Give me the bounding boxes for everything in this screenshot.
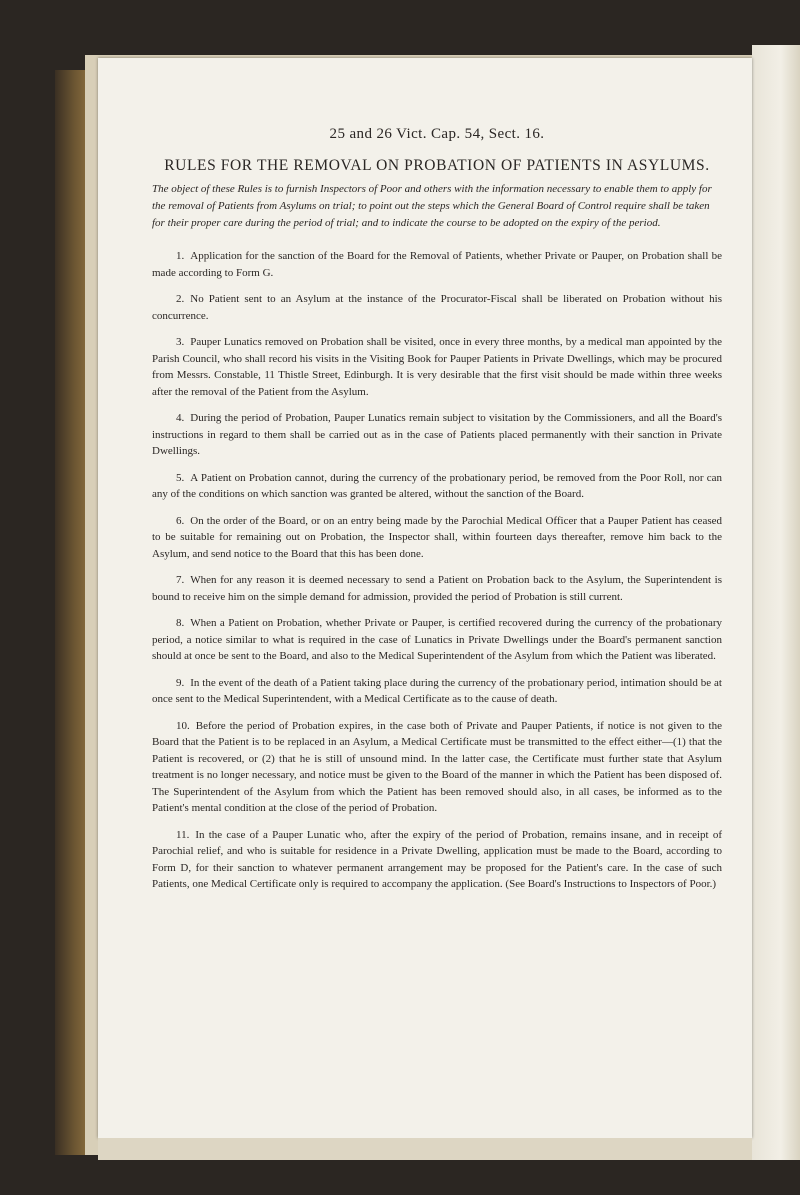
rule-item <box>152 470 722 503</box>
rule-text: Application for the sanction of the Board for the Removal of Patients, whether Private or Pauper, on Probation shall be made according to Form G. <box>152 250 722 279</box>
rule-number: 11. <box>176 828 190 841</box>
rules-list <box>152 248 722 893</box>
rule-item <box>152 827 722 893</box>
rule-item <box>152 718 722 817</box>
rule-text: On the order of the Board, or on an entry being made by the Parochial Medical Officer that a Pauper Patient has ceased to be suitable for remaining out on Probation, the Inspector shall, within fourteen days thereafter, remove him back to the Asylum, and send notice to the Board that this has been done. <box>152 514 722 560</box>
rule-number: 3. <box>176 336 185 348</box>
rule-text: During the period of Probation, Pauper Lunatics remain subject to visitation by the Commissioners, and all the Board's instructions in regard to them shall be carried out as in the case of Patients placed permanently with their sanction in Private Dwellings. <box>152 412 722 457</box>
rule-item <box>152 572 722 605</box>
rule-item <box>152 513 722 563</box>
statute-reference: 25 and 26 Vict. Cap. 54, Sect. 16. <box>329 126 545 142</box>
page-content <box>152 126 722 903</box>
intro-paragraph: The object of these Rules is to furnish Inspectors of Poor and others with the information necessary to enable them to apply for the removal of Patients from Asylums on trial; to point out the steps which the General Board of Control require shall be taken for their proper care during the period of trial; and to indicate the course to be adopted on the expiry of the period. <box>152 183 712 229</box>
rule-number: 6. <box>176 514 185 527</box>
rule-number: 8. <box>176 617 185 629</box>
rule-item <box>152 410 722 460</box>
rule-text: Pauper Lunatics removed on Probation shall be visited, once in every three months, by a medical man appointed by the Parish Council, who shall record his visits in the Visiting Book for Pauper Patients in Private Dwellings, which may be procured from Messrs. Constable, 11 Thistle Street, Edinburgh. It is very desirable that the first visit should be made within three weeks after the removal of the Patient from the Asylum. <box>152 336 722 398</box>
rule-number: 9. <box>176 676 185 689</box>
rule-text: When a Patient on Probation, whether Private or Pauper, is certified recovered during the currency of the probationary period, a notice similar to what is required in the case of Lunatics in Private Dwellings under the Board's permanent sanction should at once be sent to the Board, and also to the Medical Superintendent of the Asylum from which the Patient was liberated. <box>152 617 722 662</box>
rule-number: 7. <box>176 574 185 586</box>
rule-item <box>152 291 722 324</box>
rule-number: 5. <box>176 471 185 484</box>
rule-number: 10. <box>176 719 190 732</box>
rule-text: In the event of the death of a Patient taking place during the currency of the probationary period, intimation should be at once sent to the Medical Superintendent, with a Medical Certificate as to the cause of death. <box>152 676 722 705</box>
page-bottom-edge <box>98 1138 752 1160</box>
rule-text: In the case of a Pauper Lunatic who, after the expiry of the period of Probation, remains insane, and in receipt of Parochial relief, and who is suitable for residence in a Private Dwelling, application must be made to the Board, according to Form D, for their sanction to whatever permanent arrangement may be proposed for the Patient's care. In the case of such Patients, one Medical Certificate only is required to accompany the application. (See Board's Instructions to Inspectors of Poor.) <box>152 828 722 890</box>
rule-item <box>152 248 722 281</box>
rule-text: Before the period of Probation expires, in the case both of Private and Pauper Patients, if notice is not given to the Board that the Patient is to be replaced in an Asylum, a Medical Certificate must be transmitted to the effect either—(1) that the Patient is recovered, or (2) that he is still of unsound mind. In the latter case, the Certificate must further state that Asylum treatment is no longer necessary, and notice must be given to the Board of the manner in which the Patient has been disposed of. The Superintendent of the Asylum from which the Patient has been removed should also, in all cases, be informed as to the Patient's mental condition at the close of the period of Probation. <box>152 719 722 814</box>
rule-item <box>152 675 722 708</box>
adjacent-page-edge <box>752 45 800 1160</box>
rule-text: No Patient sent to an Asylum at the instance of the Procurator-Fiscal shall be liberated on Probation without his concurrence. <box>152 293 722 322</box>
rule-number: 1. <box>176 250 185 262</box>
rule-number: 4. <box>176 412 185 424</box>
rule-item <box>152 615 722 665</box>
rule-text: When for any reason it is deemed necessary to send a Patient on Probation back to the Asylum, the Superintendent is bound to receive him on the simple demand for admission, provided the period of Probation is still current. <box>152 574 722 603</box>
rule-item <box>152 334 722 400</box>
rule-text: A Patient on Probation cannot, during the currency of the probationary period, be removed from the Poor Roll, nor can any of the conditions on which sanction was granted be altered, without the sanction of the Board. <box>152 471 722 500</box>
document-title: RULES FOR THE REMOVAL ON PROBATION OF PATIENTS IN ASYLUMS. <box>164 157 710 174</box>
document-page <box>98 58 752 1138</box>
rule-number: 2. <box>176 293 185 305</box>
